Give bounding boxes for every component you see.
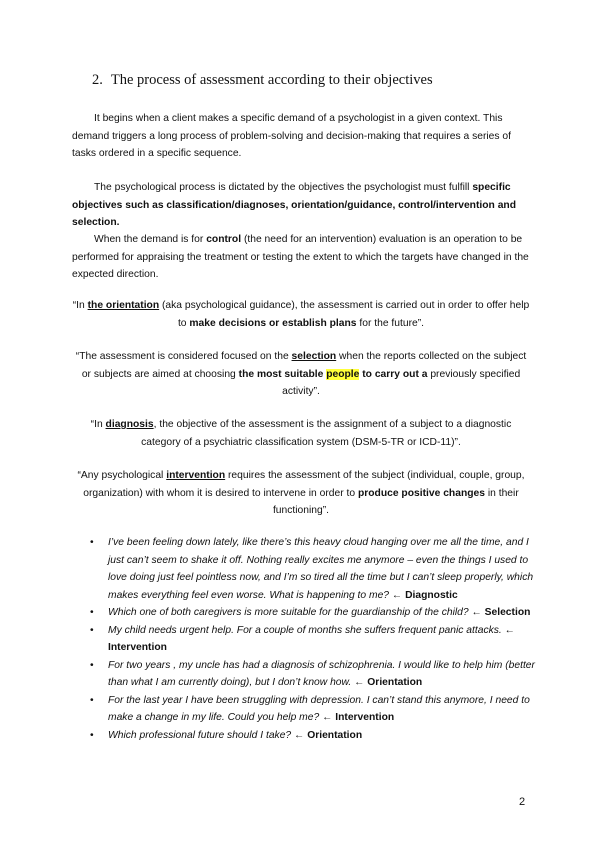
list-item-text: For two years , my uncle has had a diagnosis of schizophrenia. I would like to help him (better than what I am currently doing), but I don’t know how.	[108, 659, 535, 688]
list-item-text: Which professional future should I take?	[108, 729, 292, 741]
list-item-text: My child needs urgent help. For a couple of months she suffers frequent panic attacks.	[108, 624, 502, 636]
quote-diagnosis-c: , the objective of the assessment is the assignment of a subject to a diagnostic category of a psychiatric classification system (DSM-5-TR or ICD-11)”.	[141, 419, 512, 448]
quote-orientation-a: “In	[72, 300, 88, 311]
objectives-list-bold: specific objectives such as classification/diagnoses, orientation/guidance, control/intervention and selection.	[72, 182, 517, 228]
list-item	[90, 657, 535, 692]
left-arrow-icon: ←	[319, 712, 336, 723]
list-item-label: Selection	[484, 607, 531, 618]
list-item-text: Which one of both caregivers is more suitable for the guardianship of the child?	[108, 607, 469, 618]
paragraph-control	[72, 231, 530, 284]
list-item-label: Intervention	[108, 642, 167, 653]
quote-diagnosis	[72, 416, 530, 451]
left-arrow-icon: ←	[468, 607, 485, 618]
quote-intervention-c: requires the assessment of the subject (individual, couple, group, organization) with whom it is desired to intervene in order to	[83, 470, 525, 499]
quote-intervention-e: in their functioning”.	[272, 487, 519, 516]
quote-selection-d: the most suitable	[238, 368, 327, 380]
list-item	[90, 534, 535, 604]
control-bold: control	[206, 234, 242, 245]
example-list	[90, 534, 535, 744]
quote-intervention-d: produce positive changes	[357, 487, 485, 499]
quote-selection-g: previously specified activity”.	[282, 368, 521, 397]
list-item-label: Orientation	[367, 677, 423, 688]
quote-selection	[72, 348, 530, 401]
paragraph-control-text-c: (the need for an intervention) evaluation is an operation to be performed for appraising the treatment or testing the extent to which the targets have changed in the expected direction.	[72, 234, 529, 280]
quote-intervention	[72, 467, 530, 520]
quote-selection-c: when the reports collected on the subject or subjects are aimed at choosing	[81, 351, 527, 380]
diagnosis-term: diagnosis	[105, 419, 154, 430]
list-item	[90, 727, 535, 745]
paragraph-control-text-a: When the demand is for	[94, 234, 207, 245]
left-arrow-icon: ←	[291, 729, 308, 741]
left-arrow-icon: ←	[389, 589, 406, 601]
orientation-term: the orientation	[87, 300, 160, 311]
list-item-label: Intervention	[335, 712, 395, 723]
quote-orientation	[72, 297, 530, 332]
list-item	[90, 692, 535, 727]
intervention-term: intervention	[166, 470, 226, 481]
list-item-text: For the last year I have been struggling with depression. I can’t stand this anymore, I need to make a change in my life. Could you help me?	[108, 694, 530, 723]
list-item-label: Orientation	[307, 729, 363, 741]
paragraph-intro	[72, 110, 530, 163]
left-arrow-icon: ←	[351, 677, 368, 688]
quote-intervention-a: “Any psychological	[77, 470, 167, 481]
list-item-text: I’ve been feeling down lately, like there’s this heavy cloud hanging over me all the time, and I just can’t seem to shake it off. Nothing really excites me anymore – even the things I used to love doing just feel pointless now, and I’m so tired all the time but I can’t sleep properly, which makes everything feel even worse. What is happening to me?	[108, 537, 534, 601]
paragraph-objectives-text: The psychological process is dictated by the objectives the psychologist must fulfill	[94, 182, 473, 193]
paragraph-objectives	[72, 179, 530, 232]
quote-orientation-d: make decisions or establish plans	[189, 317, 357, 329]
page-number: 2	[519, 796, 526, 808]
quote-orientation-c: (aka psychological guidance), the assessment is carried out in order to offer help to	[159, 300, 530, 329]
list-item	[90, 622, 535, 657]
quote-orientation-e: for the future”.	[356, 317, 425, 329]
section-number: 2.	[92, 72, 103, 88]
list-item	[90, 604, 535, 622]
selection-term: selection	[291, 351, 337, 362]
highlighted-people: people	[326, 368, 360, 380]
quote-selection-a: “The assessment is considered focused on the	[75, 351, 292, 362]
left-arrow-icon: ←	[501, 624, 515, 636]
section-title: The process of assessment according to their objectives	[110, 72, 433, 88]
section-heading	[92, 72, 433, 89]
list-item-label: Diagnostic	[405, 589, 458, 601]
quote-diagnosis-a: “In	[90, 419, 106, 430]
quote-selection-f: to carry out a	[359, 368, 428, 380]
paragraph-intro-text: It begins when a client makes a specific demand of a psychologist in a given context. This demand triggers a long process of problem-solving and decision-making that requires a series of tasks ordered in a specific sequence.	[72, 113, 511, 159]
